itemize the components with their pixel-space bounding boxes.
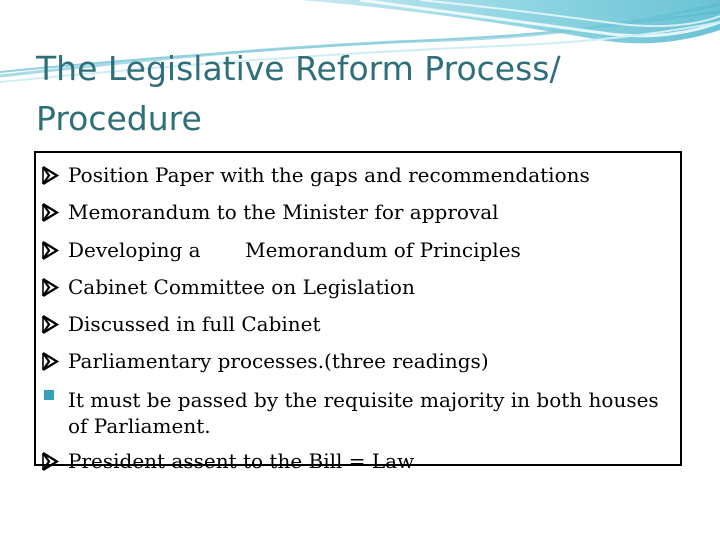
arrow-bullet-icon [40, 232, 66, 269]
list-item [40, 443, 670, 480]
list-item-text: Discussed in full Cabinet [68, 312, 321, 337]
list-item-text: Parliamentary processes.(three readings) [68, 349, 489, 374]
list-item-text: Memorandum to the Minister for approval [68, 200, 499, 225]
list-item [40, 381, 670, 443]
list-item-text: Position Paper with the gaps and recommendations [68, 163, 590, 187]
arrow-bullet-icon [40, 157, 66, 194]
content-panel [34, 151, 682, 473]
list-item [40, 232, 670, 269]
arrow-bullet-icon [40, 343, 66, 380]
list-item-text: Developing a Memorandum of Principles [68, 237, 521, 262]
list-item-text: Cabinet Committee on Legislation [68, 274, 415, 299]
list-item [40, 157, 670, 194]
arrow-bullet-icon [40, 269, 66, 306]
list-item [40, 194, 670, 231]
list-item [40, 269, 670, 306]
list-item [40, 343, 670, 380]
arrow-bullet-icon [40, 194, 66, 231]
arrow-bullet-icon [40, 443, 66, 480]
list-item-text: President assent to the Bill = Law [68, 448, 415, 473]
square-bullet-icon [44, 390, 54, 400]
list-item-text: It must be passed by the requisite majority in both houses of Parliament. [68, 387, 659, 438]
slide-title: The Legislative Reform Process/ Procedure [36, 49, 561, 138]
arrow-bullet-icon [40, 306, 66, 343]
list-item [40, 306, 670, 343]
